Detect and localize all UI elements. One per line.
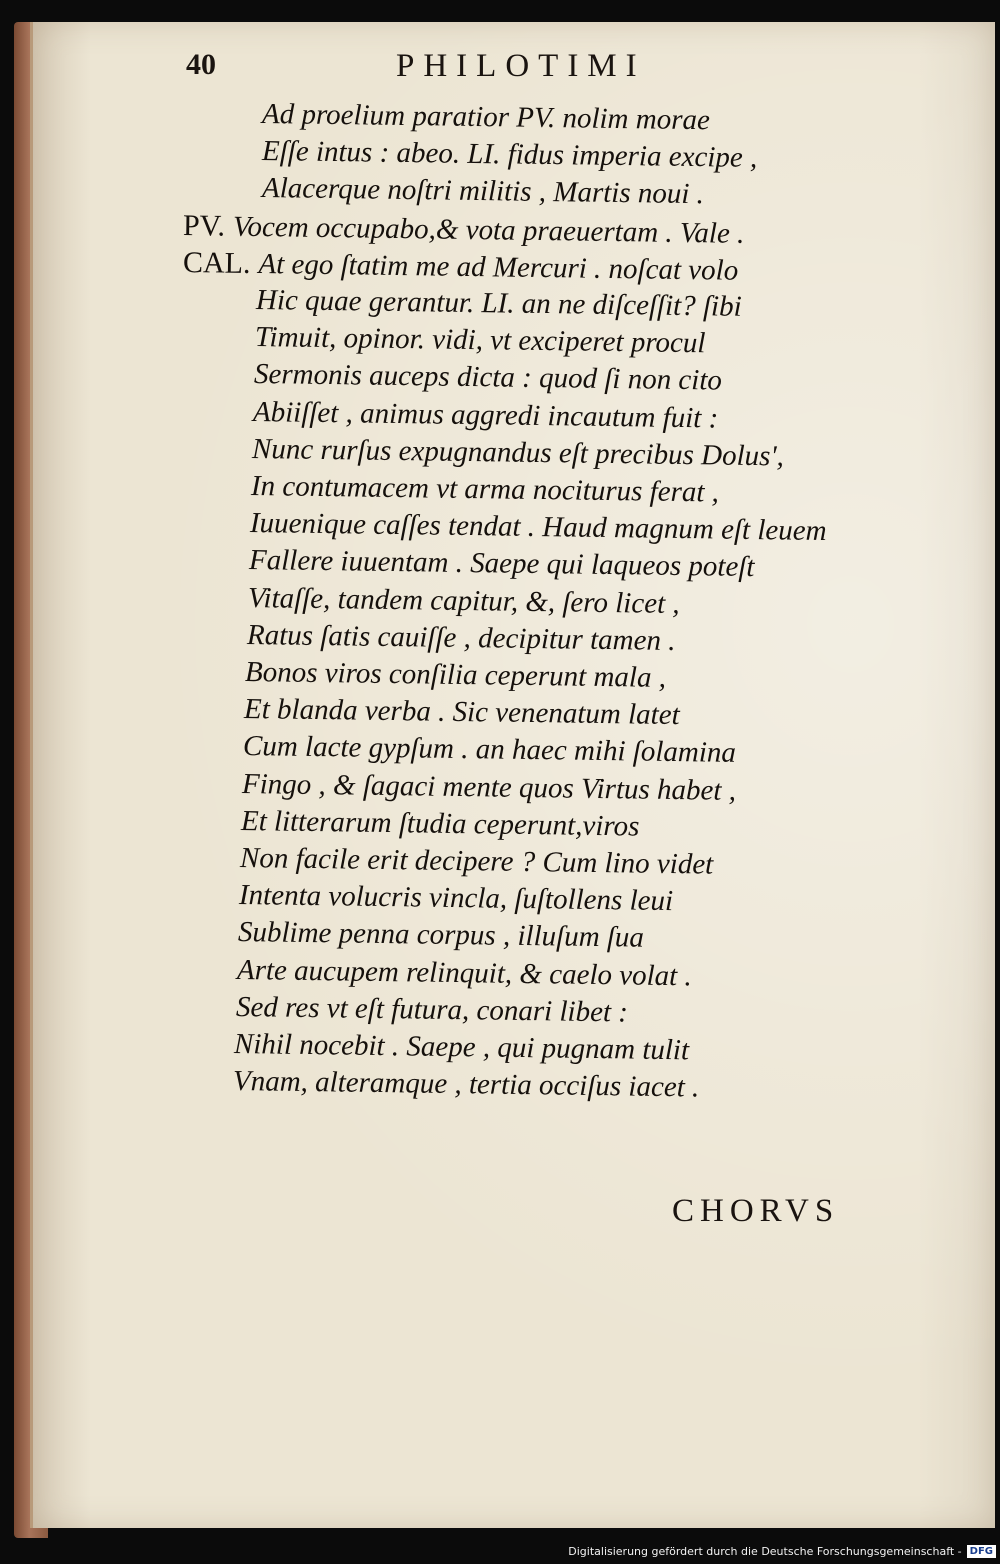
verse-line-text: Et blanda verba . Sic venenatum latet xyxy=(243,693,680,732)
page-number: 40 xyxy=(186,48,216,81)
verse-line xyxy=(238,914,644,956)
verse-line-text: Iuuenique caſſes tendat . Haud magnum eſt leuem xyxy=(249,507,827,548)
running-title: PHILOTIMI xyxy=(396,48,646,84)
verse-line xyxy=(239,877,674,919)
verse-line xyxy=(242,766,736,809)
verse-line xyxy=(256,282,742,325)
digitization-credit xyxy=(568,1542,996,1560)
verse-line-text: Intenta volucris vincla, ſuſtollens leui xyxy=(238,879,674,918)
dfg-logo: DFG xyxy=(967,1545,996,1558)
verse-line-text: Eſſe intus : abeo. LI. fidus imperia excipe , xyxy=(261,135,758,175)
verse-line-text: Vitaſſe, tandem capitur, &, ſero licet , xyxy=(247,581,680,620)
verse-line xyxy=(236,989,628,1030)
verse-line xyxy=(248,580,680,622)
verse-line xyxy=(255,319,706,361)
verse-line xyxy=(243,728,736,771)
verse-line-text: Timuit, opinor. vidi, vt exciperet procul xyxy=(254,321,706,360)
verse-line-text: Ad proelium paratior PV. nolim morae xyxy=(261,98,711,137)
speaker-label: PV. xyxy=(182,208,226,243)
verse-line xyxy=(253,394,719,436)
verse-line xyxy=(251,468,719,511)
verse-line xyxy=(247,617,676,659)
verse-line xyxy=(262,170,704,212)
verse-line-text: Et litterarum ſtudia ceperunt,viros xyxy=(240,804,640,843)
verse-line xyxy=(241,803,640,845)
verse-line-text: Hic quae gerantur. LI. an ne diſceſſit? ſibi xyxy=(255,284,742,323)
credit-text: Digitalisierung gefördert durch die Deutsche Forschungsgemeinschaft - xyxy=(568,1544,962,1558)
verse-line xyxy=(254,356,722,399)
verse-line-text: Arte aucupem relinquit, & caelo volat . xyxy=(236,953,692,992)
verse-line xyxy=(262,133,758,176)
verse-line-text: Sermonis auceps dicta : quod ſi non cito xyxy=(253,358,723,397)
verse-line xyxy=(245,654,666,696)
page-header xyxy=(150,48,850,88)
verse-line-text: Nihil nocebit . Saepe , qui pugnam tulit xyxy=(233,1028,690,1067)
verse-line-text: Bonos viros conſilia ceperunt mala , xyxy=(244,656,667,694)
verse-line xyxy=(234,1026,690,1068)
verse-line-text: Ratus ſatis cauiſſe , decipitur tamen . xyxy=(246,618,676,657)
verse-line xyxy=(252,431,784,474)
verse-line-text: Fallere iuuentam . Saepe qui laqueos poteſt xyxy=(248,544,755,584)
verse-line-text: Cum lacte gypſum . an haec mihi ſolamina xyxy=(242,730,737,770)
verse-line xyxy=(183,208,745,252)
verse-line xyxy=(237,952,692,994)
verse-line-text: Vnam, alteramque , tertia occiſus iacet . xyxy=(232,1065,700,1104)
verse-line xyxy=(249,542,755,585)
verse-line xyxy=(240,840,714,883)
verse-line-text: Vocem occupabo,& vota praeuertam . Vale . xyxy=(232,210,745,250)
verse-line xyxy=(244,691,680,733)
speaker-label: CAL. xyxy=(182,245,251,280)
verse-line-text: Non facile erit decipere ? Cum lino videt xyxy=(239,842,714,881)
verse-line-text: Sublime penna corpus , illuſum ſua xyxy=(237,916,645,955)
verse-line-text: At ego ſtatim me ad Mercuri . noſcat volo xyxy=(258,247,739,287)
catchword: CHORVS xyxy=(672,1193,840,1229)
verse-line-text: In contumacem vt arma nociturus ferat , xyxy=(250,470,720,509)
verse-line-text: Fingo , & ſagaci mente quos Virtus habet , xyxy=(241,767,737,807)
verse-line xyxy=(262,96,710,138)
verse-line-text: Sed res vt eſt futura, conari libet : xyxy=(235,990,629,1029)
verse-line xyxy=(233,1063,700,1106)
verse-line-text: Nunc rurſus expugnandus eſt precibus Dolus', xyxy=(251,432,785,473)
verse-line-text: Alacerque noſtri militis , Martis noui . xyxy=(261,172,705,211)
verse-line-text: Abiiſſet , animus aggredi incautum fuit : xyxy=(252,395,719,435)
